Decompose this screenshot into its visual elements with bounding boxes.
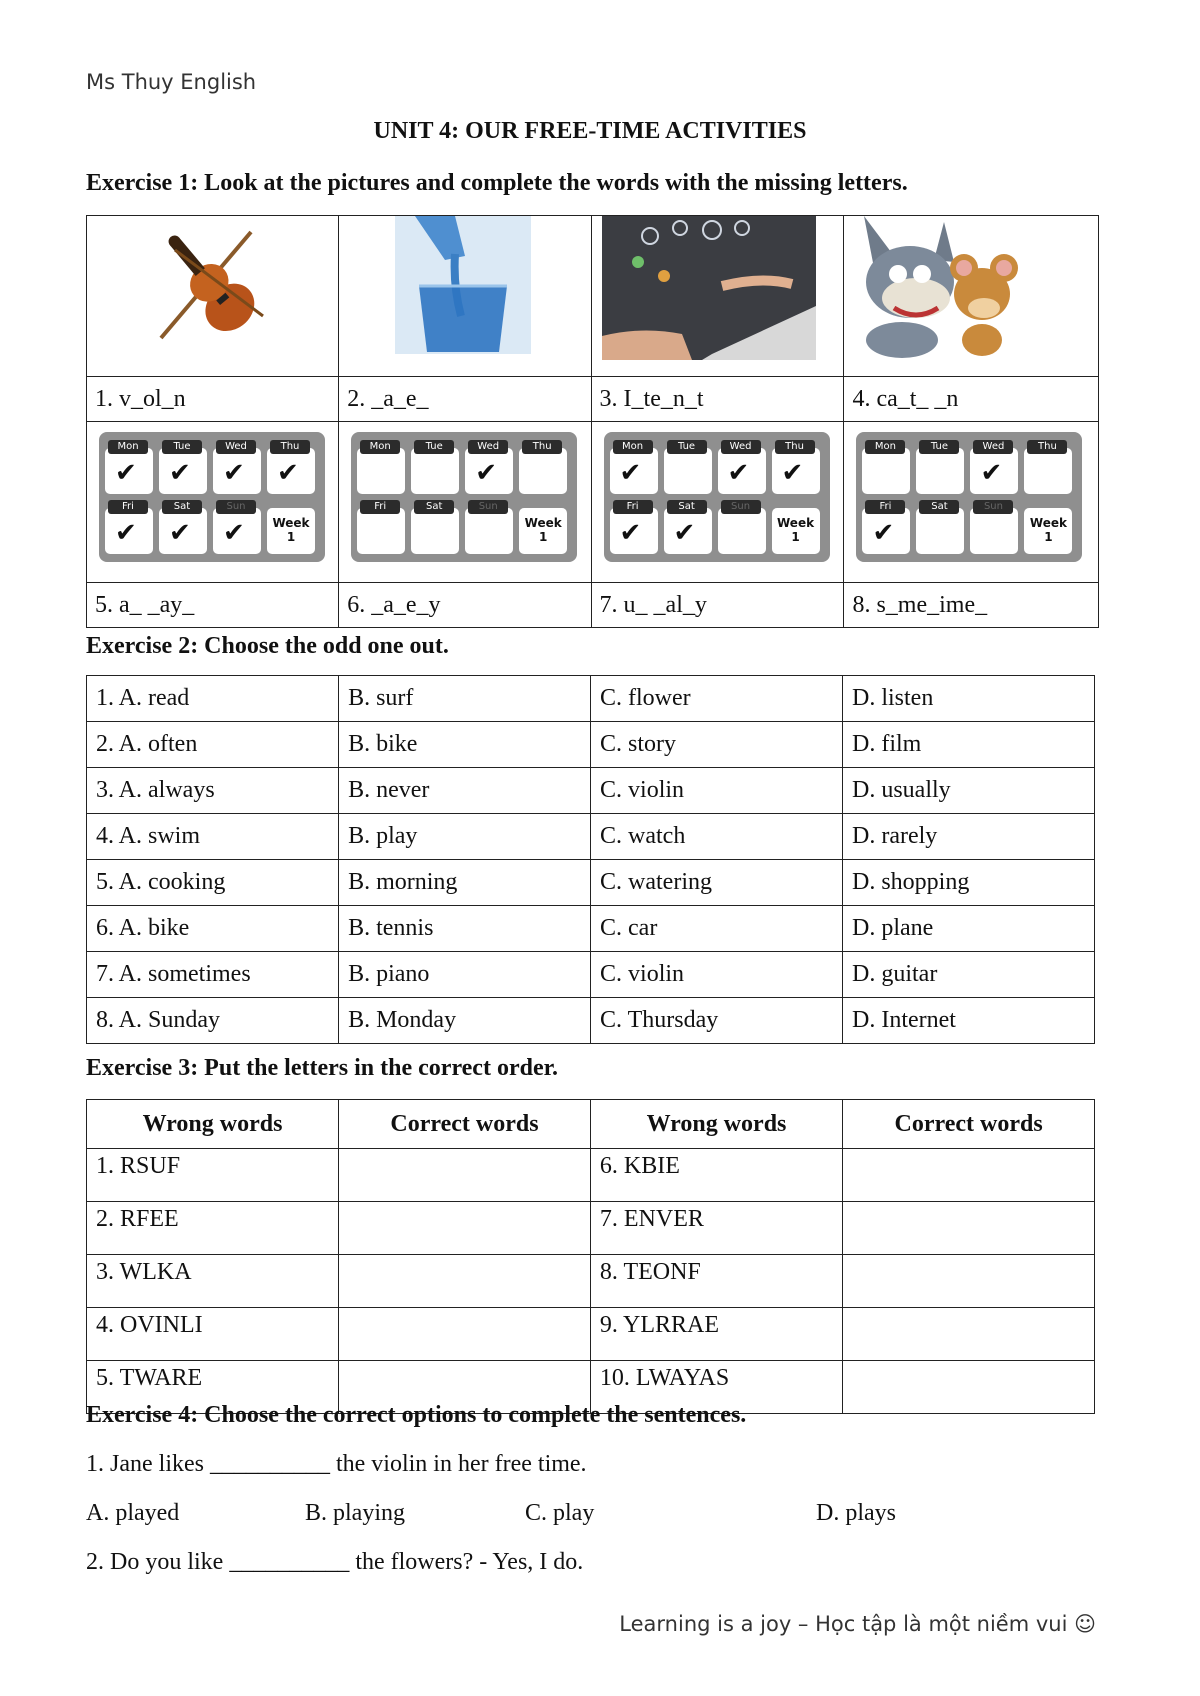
option-cell: B. morning	[339, 860, 591, 906]
week-cell	[267, 508, 315, 554]
day-label: Mon	[865, 440, 905, 454]
exercise3-heading: Exercise 3: Put the letters in the correct order.	[86, 1055, 559, 1081]
column-header: Wrong words	[87, 1100, 339, 1149]
option-cell: C. flower	[591, 676, 843, 722]
week-cell	[772, 508, 820, 554]
option-cell: D. usually	[843, 768, 1095, 814]
scrambled-word-cell: 2. RFEE	[87, 1202, 339, 1255]
day-label: Sat	[414, 500, 454, 514]
option-cell: C. watch	[591, 814, 843, 860]
day-label: Sun	[721, 500, 761, 514]
option-cell: 2. A. often	[87, 722, 339, 768]
exercise4-heading: Exercise 4: Choose the correct options to complete the sentences.	[86, 1402, 747, 1428]
option-a: A. played	[86, 1500, 180, 1526]
option-cell: D. plane	[843, 906, 1095, 952]
calendar-day	[664, 441, 712, 494]
table-row	[87, 768, 1095, 814]
calendar-day	[772, 441, 820, 494]
checkmark-icon: ✔	[727, 458, 750, 488]
table-row	[87, 676, 1095, 722]
word-item-8: 8. s_me_ime_	[844, 583, 1099, 628]
week-calendar	[351, 432, 577, 562]
scrambled-word-cell: 10. LWAYAS	[590, 1361, 842, 1414]
calendar-day	[213, 501, 261, 554]
exercise2-heading: Exercise 2: Choose the odd one out.	[86, 633, 449, 659]
day-label: Wed	[973, 440, 1013, 454]
table-row	[87, 1255, 1095, 1308]
option-cell: C. car	[591, 906, 843, 952]
week-box	[267, 516, 315, 544]
day-label: Sat	[667, 500, 707, 514]
checkmark-icon: ✔	[277, 458, 299, 488]
option-c: C. play	[525, 1500, 595, 1526]
water-glass-picture	[395, 216, 531, 354]
calendar-day	[213, 441, 261, 494]
option-cell: D. Internet	[843, 998, 1095, 1044]
option-cell: 3. A. always	[87, 768, 339, 814]
violin-picture	[153, 220, 273, 348]
day-label: Fri	[613, 500, 653, 514]
option-cell: 4. A. swim	[87, 814, 339, 860]
scrambled-word-cell: 4. OVINLI	[87, 1308, 339, 1361]
option-cell: C. watering	[591, 860, 843, 906]
table-row	[87, 906, 1095, 952]
footer-text: Learning is a joy – Học tập là một niềm vui ☺	[619, 1612, 1096, 1636]
week-box	[772, 516, 820, 544]
answer-cell[interactable]	[339, 1149, 591, 1202]
calendar-day	[610, 441, 658, 494]
option-cell: C. story	[591, 722, 843, 768]
question-2: 2. Do you like __________ the flowers? - Yes, I do.	[86, 1549, 584, 1575]
day-label: Sun	[468, 500, 508, 514]
option-cell: D. guitar	[843, 952, 1095, 998]
table-row	[87, 952, 1095, 998]
calendar-day	[664, 501, 712, 554]
answer-cell[interactable]	[843, 1202, 1095, 1255]
calendar-day	[610, 501, 658, 554]
option-cell: B. Monday	[339, 998, 591, 1044]
table-row	[87, 1149, 1095, 1202]
calendar-day	[411, 501, 459, 554]
table-row	[87, 722, 1095, 768]
week-label: Week	[272, 516, 310, 530]
checkmark-icon: ✔	[872, 518, 895, 548]
word-item-4: 4. ca_t_ _n	[844, 377, 1099, 422]
column-header: Wrong words	[590, 1100, 842, 1149]
checkmark-icon: ✔	[673, 518, 696, 548]
day-label: Wed	[468, 440, 508, 454]
week-calendar	[604, 432, 830, 562]
calendar-day	[357, 501, 405, 554]
scrambled-word-cell: 5. TWARE	[87, 1361, 339, 1414]
word-item-1: 1. v_ol_n	[87, 377, 339, 422]
word-item-6: 6. _a_e_y	[339, 583, 591, 628]
picture-cell-1	[87, 216, 339, 377]
day-label: Sat	[162, 500, 202, 514]
day-label: Mon	[613, 440, 653, 454]
day-label: Sat	[919, 500, 959, 514]
calendar-day	[465, 501, 513, 554]
calendar-day	[357, 441, 405, 494]
calendar-day	[718, 441, 766, 494]
exercise3-table	[86, 1099, 1095, 1414]
option-cell: 8. A. Sunday	[87, 998, 339, 1044]
day-label: Mon	[108, 440, 148, 454]
option-cell: D. film	[843, 722, 1095, 768]
column-header: Correct words	[843, 1100, 1095, 1149]
calendar-day	[411, 441, 459, 494]
option-cell: B. piano	[339, 952, 591, 998]
week-label: Week	[777, 516, 815, 530]
calendar-day	[970, 441, 1018, 494]
option-cell: C. violin	[591, 952, 843, 998]
day-label: Thu	[522, 440, 562, 454]
author-header: Ms Thuy English	[86, 70, 257, 94]
week-cell	[519, 508, 567, 554]
option-b: B. playing	[305, 1500, 405, 1526]
answer-cell[interactable]	[339, 1255, 591, 1308]
day-label: Wed	[216, 440, 256, 454]
option-cell: B. never	[339, 768, 591, 814]
word-item-2: 2. _a_e_	[339, 377, 591, 422]
picture-cell-2	[339, 216, 591, 377]
day-label: Thu	[270, 440, 310, 454]
week-number: 1	[539, 530, 548, 544]
exercise1-heading: Exercise 1: Look at the pictures and complete the words with the missing letters.	[86, 170, 908, 196]
checkmark-icon: ✔	[115, 458, 137, 488]
option-cell: D. rarely	[843, 814, 1095, 860]
checkmark-icon: ✔	[223, 458, 245, 488]
scrambled-word-cell: 7. ENVER	[590, 1202, 842, 1255]
calendar-day	[862, 501, 910, 554]
week-label: Week	[1029, 516, 1067, 530]
scrambled-word-cell: 6. KBIE	[590, 1149, 842, 1202]
day-label: Tue	[162, 440, 202, 454]
day-label: Fri	[360, 500, 400, 514]
week-number: 1	[1044, 530, 1053, 544]
table-row	[87, 814, 1095, 860]
week-cell	[1024, 508, 1072, 554]
calendar-cell-4	[844, 422, 1099, 583]
option-cell: D. shopping	[843, 860, 1095, 906]
table-row	[87, 998, 1095, 1044]
week-box	[1024, 516, 1072, 544]
calendar-cell-3	[591, 422, 844, 583]
word-item-3: 3. I_te_n_t	[591, 377, 844, 422]
day-label: Fri	[865, 500, 905, 514]
scrambled-word-cell: 1. RSUF	[87, 1149, 339, 1202]
question-1: 1. Jane likes __________ the violin in her free time.	[86, 1451, 587, 1477]
table-row	[87, 860, 1095, 906]
picture-cell-4	[844, 216, 1099, 377]
internet-laptop-picture	[602, 216, 816, 360]
answer-cell[interactable]	[843, 1361, 1095, 1414]
checkmark-icon: ✔	[223, 518, 245, 548]
calendar-day	[862, 441, 910, 494]
checkmark-icon: ✔	[169, 518, 191, 548]
calendar-day	[105, 501, 153, 554]
column-header: Correct words	[339, 1100, 591, 1149]
option-d: D. plays	[816, 1500, 896, 1526]
week-calendar	[99, 432, 325, 562]
checkmark-icon: ✔	[980, 458, 1003, 488]
option-cell: 1. A. read	[87, 676, 339, 722]
day-label: Tue	[414, 440, 454, 454]
answer-cell[interactable]	[843, 1308, 1095, 1361]
calendar-day	[105, 441, 153, 494]
scrambled-word-cell: 9. YLRRAE	[590, 1308, 842, 1361]
option-cell: 7. A. sometimes	[87, 952, 339, 998]
answer-cell[interactable]	[339, 1308, 591, 1361]
word-item-5: 5. a_ _ay_	[87, 583, 339, 628]
exercise2-table	[86, 675, 1095, 1044]
scrambled-word-cell: 8. TEONF	[590, 1255, 842, 1308]
week-number: 1	[286, 530, 296, 544]
answer-cell[interactable]	[843, 1255, 1095, 1308]
calendar-day	[159, 501, 207, 554]
exercise1-table	[86, 215, 1099, 628]
day-label: Thu	[775, 440, 815, 454]
week-calendar	[856, 432, 1082, 562]
day-label: Fri	[108, 500, 148, 514]
page-title: UNIT 4: OUR FREE-TIME ACTIVITIES	[373, 118, 807, 144]
checkmark-icon: ✔	[115, 518, 137, 548]
day-label: Thu	[1027, 440, 1067, 454]
option-cell: 6. A. bike	[87, 906, 339, 952]
option-cell: B. surf	[339, 676, 591, 722]
day-label: Wed	[721, 440, 761, 454]
calendar-day	[465, 441, 513, 494]
calendar-day	[718, 501, 766, 554]
option-cell: 5. A. cooking	[87, 860, 339, 906]
option-cell: D. listen	[843, 676, 1095, 722]
calendar-day	[1024, 441, 1072, 494]
cartoon-cat-mouse-picture	[854, 216, 1034, 360]
calendar-day	[970, 501, 1018, 554]
scrambled-word-cell: 3. WLKA	[87, 1255, 339, 1308]
week-number: 1	[791, 530, 800, 544]
checkmark-icon: ✔	[781, 458, 804, 488]
checkmark-icon: ✔	[619, 458, 642, 488]
table-row	[87, 1308, 1095, 1361]
calendar-cell-1	[87, 422, 339, 583]
calendar-day	[916, 441, 964, 494]
day-label: Sun	[216, 500, 256, 514]
answer-cell[interactable]	[843, 1149, 1095, 1202]
calendar-day	[916, 501, 964, 554]
checkmark-icon: ✔	[169, 458, 191, 488]
calendar-day	[159, 441, 207, 494]
calendar-day	[519, 441, 567, 494]
option-cell: C. violin	[591, 768, 843, 814]
week-box	[519, 516, 567, 544]
day-label: Tue	[667, 440, 707, 454]
checkmark-icon: ✔	[619, 518, 642, 548]
option-cell: B. bike	[339, 722, 591, 768]
picture-cell-3	[591, 216, 844, 377]
checkmark-icon: ✔	[475, 458, 497, 488]
calendar-cell-2	[339, 422, 591, 583]
option-cell: B. play	[339, 814, 591, 860]
table-row	[87, 1202, 1095, 1255]
word-item-7: 7. u_ _al_y	[591, 583, 844, 628]
day-label: Mon	[360, 440, 400, 454]
calendar-day	[267, 441, 315, 494]
answer-cell[interactable]	[339, 1202, 591, 1255]
day-label: Sun	[973, 500, 1013, 514]
option-cell: B. tennis	[339, 906, 591, 952]
option-cell: C. Thursday	[591, 998, 843, 1044]
week-label: Week	[524, 516, 562, 530]
day-label: Tue	[919, 440, 959, 454]
